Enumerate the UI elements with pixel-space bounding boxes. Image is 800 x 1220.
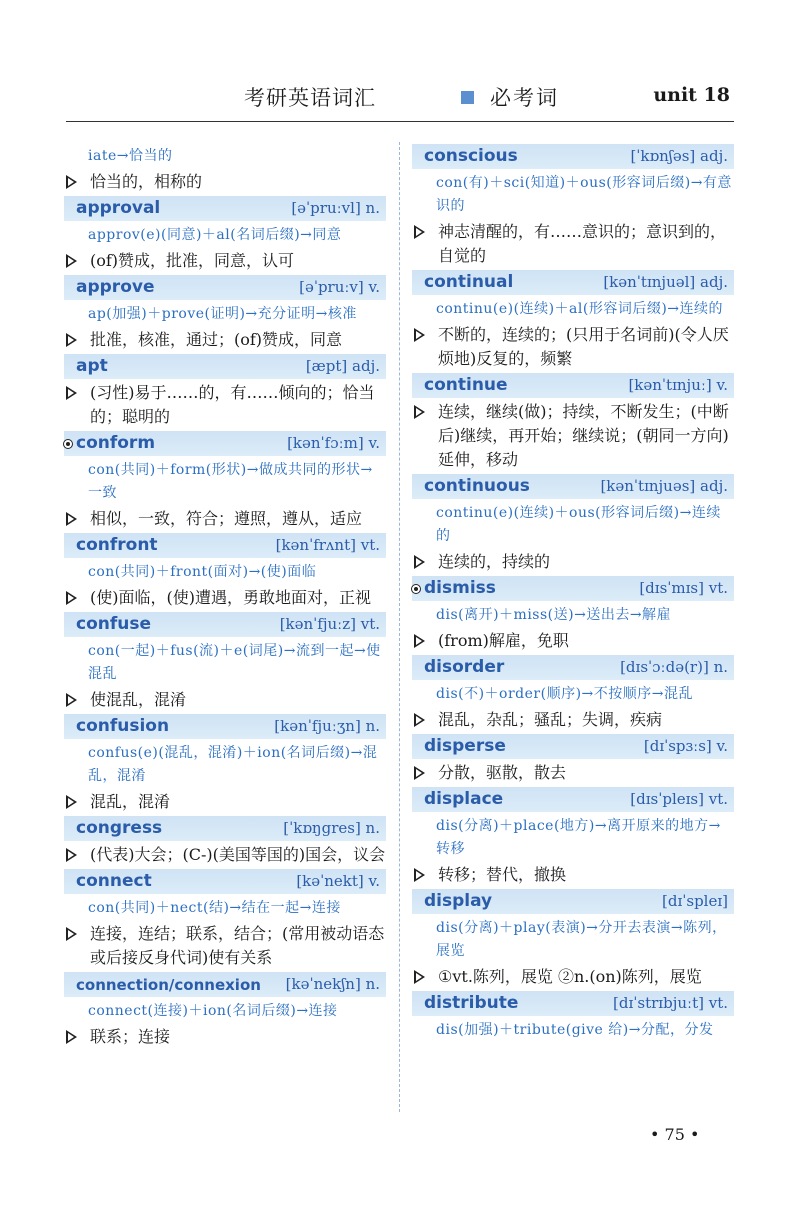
triangle-bullet-icon [414, 225, 425, 239]
phonetic-pos: [dɪsˈɔːdə(r)] n. [620, 658, 728, 676]
etymology-note: dis(分离)＋play(表演)→分开去表演→陈列，展览 [436, 920, 727, 959]
definition [412, 863, 734, 887]
triangle-bullet-icon [66, 795, 77, 809]
headword: approve [76, 277, 155, 297]
phonetic-pos: [dɪˈspɜːs] v. [643, 737, 728, 755]
entry-headword-bar [412, 576, 734, 601]
headword: continual [424, 272, 514, 292]
phonetic-pos: [æpt] adj. [305, 357, 380, 375]
vocab-entry [64, 354, 386, 429]
triangle-bullet-icon [414, 328, 425, 342]
vocab-entry [412, 991, 734, 1042]
entry-headword-bar [412, 373, 734, 398]
entry-headword-bar [64, 533, 386, 558]
triangle-bullet-icon [414, 868, 425, 882]
entry-headword-bar [412, 734, 734, 759]
vocab-entry [64, 816, 386, 867]
definition [412, 629, 734, 653]
definition-text: 联系；连接 [90, 1027, 171, 1046]
triangle-bullet-icon [66, 693, 77, 707]
definition-text: 批准，核准，通过；(of)赞成，同意 [90, 330, 343, 349]
vocab-entry [412, 270, 734, 371]
phonetic-pos: [kənˈfɔːm] v. [287, 434, 380, 452]
phonetic-pos: [kənˈtɪnjuəl] adj. [603, 273, 728, 291]
etymology-note: con(共同)＋nect(结)→结在一起→连接 [88, 900, 341, 916]
entry-headword-bar [64, 972, 386, 997]
definition-text: 转移；替代，撤换 [438, 865, 567, 884]
entry-headword-bar [412, 144, 734, 169]
headword: confuse [76, 614, 152, 634]
entry-headword-bar [64, 869, 386, 894]
definition [64, 688, 386, 712]
vocab-entry [412, 787, 734, 887]
definition-text: 连接，连结；联系，结合；(常用被动语态或后接反身代词)使有关系 [90, 924, 385, 967]
definition-text: (from)解雇，免职 [438, 631, 569, 650]
entry-headword-bar [64, 714, 386, 739]
unit-label: unit 18 [653, 84, 730, 106]
triangle-bullet-icon [66, 591, 77, 605]
vocab-entry [64, 145, 386, 194]
vocab-entry [64, 612, 386, 712]
etymology-note: con(有)＋sci(知道)＋ous(形容词后缀)→有意识的 [436, 175, 732, 214]
headword: disperse [424, 736, 506, 756]
triangle-bullet-icon [414, 766, 425, 780]
headword: confront [76, 535, 158, 555]
entry-headword-bar [64, 612, 386, 637]
entry-headword-bar [64, 354, 386, 379]
vocab-entry [64, 714, 386, 814]
vocab-entry [412, 655, 734, 732]
headword: apt [76, 356, 108, 376]
definition-text: 混乱，杂乱；骚乱；失调，疾病 [438, 710, 663, 729]
phonetic-pos: [dɪsˈpleɪs] vt. [630, 790, 728, 808]
key-word-bullet-icon [63, 439, 73, 449]
headword: continuous [424, 476, 530, 496]
entry-headword-bar [412, 991, 734, 1016]
vocab-entry [64, 431, 386, 531]
definition-text: 混乱，混淆 [90, 792, 171, 811]
phonetic-pos: [əˈpruːvl] n. [291, 199, 380, 217]
entry-headword-bar [412, 270, 734, 295]
headword: conform [76, 433, 156, 453]
headword: connect [76, 871, 152, 891]
definition [412, 220, 734, 268]
column-divider [399, 142, 400, 1112]
triangle-bullet-icon [66, 175, 77, 189]
triangle-bullet-icon [66, 1030, 77, 1044]
phonetic-pos: [ˈkɒŋgres] n. [283, 819, 380, 837]
definition [412, 400, 734, 472]
page-header [66, 82, 734, 116]
etymology-note: connect(连接)＋ion(名词后缀)→连接 [88, 1003, 338, 1019]
definition [412, 708, 734, 732]
separator-square-icon [461, 91, 474, 104]
definition [64, 170, 386, 194]
vocab-entry [64, 533, 386, 610]
etymology-note: iate→恰当的 [88, 148, 173, 164]
vocab-entry [412, 474, 734, 574]
definition-text: 连续的，持续的 [438, 552, 551, 571]
etymology-note: approv(e)(同意)＋al(名词后缀)→同意 [88, 227, 342, 243]
etymology-note: con(一起)＋fus(流)＋e(词尾)→流到一起→使混乱 [88, 643, 381, 682]
definition-text: 使混乱，混淆 [90, 690, 187, 709]
phonetic-pos: [kənˈfjuːz] vt. [279, 615, 380, 633]
entry-headword-bar [412, 889, 734, 914]
headword: display [424, 891, 493, 911]
etymology-note: con(共同)＋front(面对)→(使)面临 [88, 564, 317, 580]
vocab-entry [64, 972, 386, 1049]
headword: continue [424, 375, 508, 395]
definition-text: 神志清醒的，有……意识的；意识到的，自觉的 [438, 222, 727, 265]
vocab-entry [412, 889, 734, 989]
definition [64, 586, 386, 610]
triangle-bullet-icon [66, 512, 77, 526]
vocab-entry [64, 196, 386, 273]
triangle-bullet-icon [66, 386, 77, 400]
definition-text: (使)面临，(使)遭遇，勇敢地面对，正视 [90, 588, 371, 607]
triangle-bullet-icon [414, 405, 425, 419]
definition-text: 分散，驱散，散去 [438, 763, 567, 782]
definition-text: 连续，继续(做)；持续，不断发生；(中断后)继续，再开始；继续说；(朝同一方向)延伸，移动 [438, 402, 729, 469]
vocab-entry [412, 373, 734, 472]
phonetic-pos: [kənˈfrʌnt] vt. [275, 536, 380, 554]
entry-headword-bar [412, 787, 734, 812]
headword: connection/connexion [76, 976, 261, 994]
phonetic-pos: [ˈkɒnʃəs] adj. [630, 147, 728, 165]
key-word-bullet-icon [411, 584, 421, 594]
definition [64, 790, 386, 814]
etymology-note: ap(加强)＋prove(证明)→充分证明→核准 [88, 306, 357, 322]
vocab-entry [412, 144, 734, 268]
phonetic-pos: [dɪˈspleɪ] [662, 892, 728, 910]
entry-headword-bar [64, 275, 386, 300]
definition [64, 381, 386, 429]
book-title: 考研英语词汇 [244, 86, 376, 110]
entry-headword-bar [412, 474, 734, 499]
phonetic-pos: [kənˈtɪnjuː] v. [628, 376, 728, 394]
headword: dismiss [424, 578, 496, 598]
phonetic-pos: [kənˈtɪnjuəs] adj. [600, 477, 728, 495]
etymology-note: dis(分离)＋place(地方)→离开原来的地方→转移 [436, 818, 721, 857]
etymology-note: confus(e)(混乱，混淆)＋ion(名词后缀)→混乱，混淆 [88, 745, 378, 784]
entry-headword-bar [64, 816, 386, 841]
right-column [412, 142, 734, 1044]
definition-text: (of)赞成，批准，同意，认可 [90, 251, 295, 270]
definition-text: (习性)易于……的，有……倾向的；恰当的；聪明的 [90, 383, 375, 426]
definition [64, 507, 386, 531]
definition-text: 恰当的，相称的 [90, 172, 203, 191]
header-rule [66, 121, 734, 122]
vocab-entry [412, 576, 734, 653]
section-subtitle: 必考词 [490, 86, 559, 110]
entry-headword-bar [64, 196, 386, 221]
left-column [64, 142, 386, 1051]
vocab-entry [412, 734, 734, 785]
phonetic-pos: [kənˈfjuːʒn] n. [274, 717, 380, 735]
vocab-entry [64, 275, 386, 352]
definition-text: 相似，一致，符合；遵照，遵从，适应 [90, 509, 363, 528]
definition-text: ①vt.陈列，展览 ②n.(on)陈列，展览 [438, 967, 702, 986]
phonetic-pos: [dɪˈstrɪbjuːt] vt. [613, 994, 728, 1012]
definition [412, 550, 734, 574]
definition [64, 328, 386, 352]
triangle-bullet-icon [414, 634, 425, 648]
definition [412, 965, 734, 989]
definition-text: 不断的，连续的；(只用于名词前)(令人厌烦地)反复的，频繁 [438, 325, 729, 368]
triangle-bullet-icon [414, 970, 425, 984]
triangle-bullet-icon [66, 254, 77, 268]
etymology-note: dis(加强)＋tribute(give 给)→分配，分发 [436, 1022, 714, 1038]
phonetic-pos: [kəˈnekʃn] n. [285, 975, 380, 993]
headword: confusion [76, 716, 170, 736]
phonetic-pos: [dɪsˈmɪs] vt. [639, 579, 728, 597]
headword: congress [76, 818, 163, 838]
definition [64, 249, 386, 273]
entry-headword-bar [64, 431, 386, 456]
triangle-bullet-icon [414, 713, 425, 727]
headword: approval [76, 198, 161, 218]
headword: disorder [424, 657, 505, 677]
triangle-bullet-icon [66, 333, 77, 347]
triangle-bullet-icon [414, 555, 425, 569]
triangle-bullet-icon [66, 848, 77, 862]
entry-headword-bar [412, 655, 734, 680]
etymology-note: dis(离开)＋miss(送)→送出去→解雇 [436, 607, 672, 623]
etymology-note: continu(e)(连续)＋al(形容词后缀)→连续的 [436, 301, 724, 317]
definition [64, 922, 386, 970]
phonetic-pos: [əˈpruːv] v. [299, 278, 380, 296]
etymology-note: con(共同)＋form(形状)→做成共同的形状→一致 [88, 462, 373, 501]
definition [64, 1025, 386, 1049]
etymology-note: continu(e)(连续)＋ous(形容词后缀)→连续的 [436, 505, 721, 544]
etymology-note: dis(不)＋order(顺序)→不按顺序→混乱 [436, 686, 693, 702]
headword: distribute [424, 993, 519, 1013]
page-number: • 75 • [650, 1125, 700, 1144]
definition [412, 323, 734, 371]
definition [412, 761, 734, 785]
headword: displace [424, 789, 504, 809]
definition [64, 843, 386, 867]
phonetic-pos: [kəˈnekt] v. [296, 872, 380, 890]
vocab-entry [64, 869, 386, 970]
definition-text: (代表)大会；(C-)(美国等国的)国会，议会 [90, 845, 386, 864]
triangle-bullet-icon [66, 927, 77, 941]
headword: conscious [424, 146, 518, 166]
